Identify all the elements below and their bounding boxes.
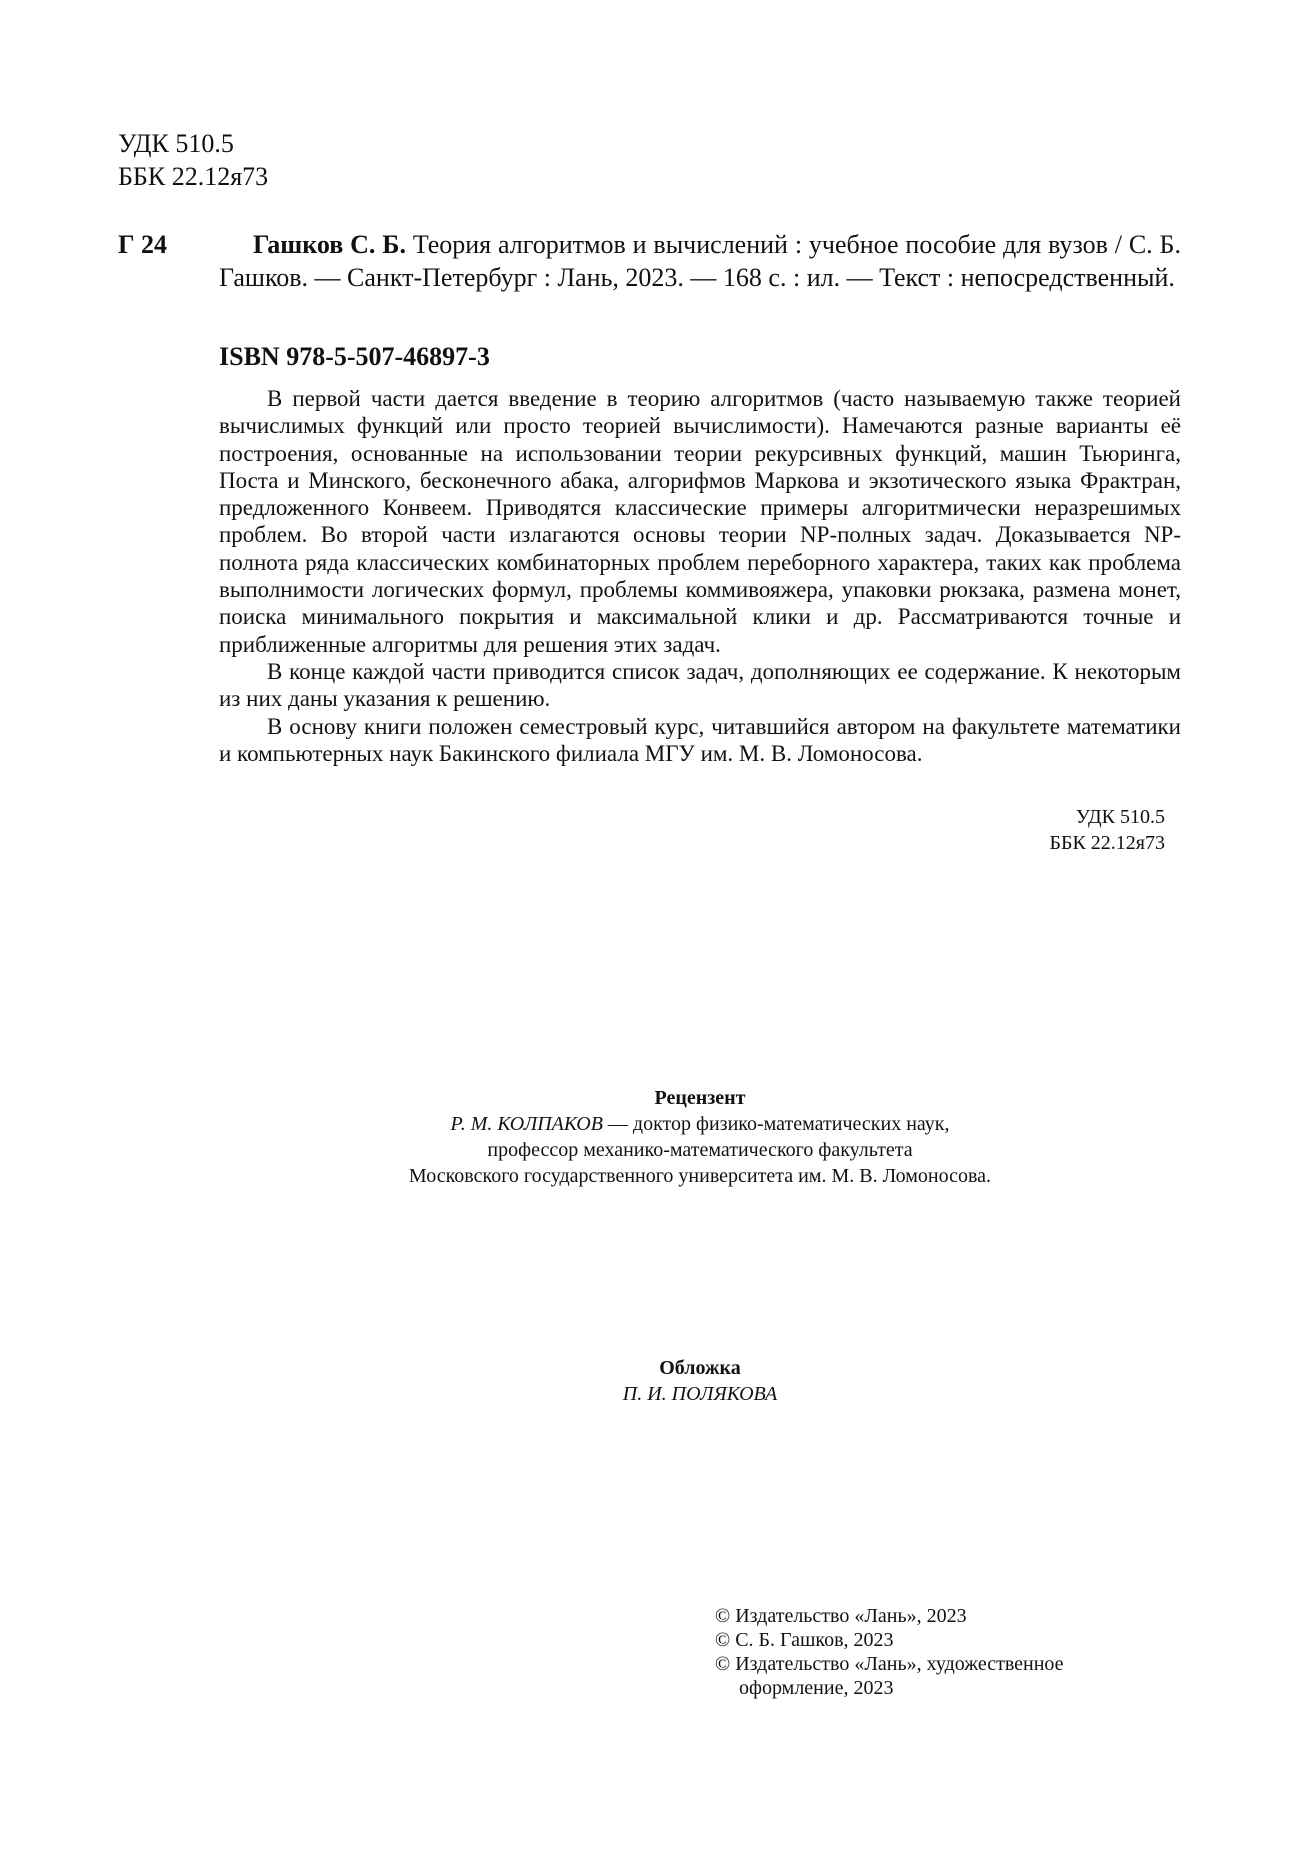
cover-designer: П. И. ПОЛЯКОВА (622, 1383, 778, 1405)
bibliographic-text: Теория алгоритмов и вычислений : учебное пособие для вузов / С. Б. Гашков. — Санкт-Петербург : Лань, 2023. — 168 с. : ил. — Текст : непосредственный. (219, 230, 1181, 292)
annotation-paragraph: В первой части дается введение в теорию алгоритмов (часто называемую также теорией вычислимых функций или просто теорией вычислимости). Намечаются разные варианты её построения, основанные на использовании теории рекурсивных функций, машин Тьюринга, Поста и Минского, бесконечного абака, алгорифмов Маркова и экзотического языка Фрактран, предложенного Конвеем. Приводятся классические примеры алгоритмически неразрешимых проблем. Во второй части излагаются основы теории NP-полных задач. Доказывается NP-полнота ряда классических комбинаторных проблем переборного характера, таких как проблема выполнимости логических формул, проблемы коммивояжера, упаковки рюкзака, размена монет, поиска минимального покрытия и максимальной клики и др. Рассматриваются точные и приближенные алгоритмы для решения этих задач. (219, 386, 1181, 657)
copyright-block (715, 1604, 1155, 1700)
bibliographic-description (219, 228, 1181, 294)
annotation-paragraph: В основу книги положен семестровый курс, читавшийся автором на факультете математики и компьютерных наук Бакинского филиала МГУ им. М. В. Ломоносова. (219, 713, 1181, 766)
copyright-line: © Издательство «Лань», 2023 (715, 1605, 967, 1627)
classification-codes-right (1000, 804, 1165, 856)
udk-code: УДК 510.5 (1075, 806, 1165, 828)
bbk-code: ББК 22.12я73 (118, 162, 269, 191)
udk-code: УДК 510.5 (118, 129, 234, 158)
reviewer-block (250, 1085, 1150, 1189)
bbk-code: ББК 22.12я73 (1049, 832, 1165, 854)
copyright-line: © С. Б. Гашков, 2023 (715, 1629, 894, 1651)
reviewer-affiliation: Московского государственного университета им. М. В. Ломоносова. (408, 1165, 992, 1187)
reviewer-line (250, 1111, 1150, 1137)
reviewer-name: Р. М. КОЛПАКОВ (450, 1113, 603, 1135)
reviewer-heading: Рецензент (654, 1087, 746, 1109)
cover-heading: Обложка (659, 1357, 741, 1379)
annotation (219, 385, 1181, 767)
cover-block (350, 1355, 1050, 1407)
author-mark: Г 24 (118, 230, 168, 259)
reviewer-degree: — доктор физико-математических наук, (602, 1113, 950, 1135)
copyright-line: © Издательство «Лань», художественное оформление, 2023 (715, 1653, 1064, 1699)
annotation-paragraph: В конце каждой части приводится список задач, дополняющих ее содержание. К некоторым из них даны указания к решению. (219, 658, 1181, 712)
isbn: ISBN 978-5-507-46897-3 (219, 342, 490, 371)
author-name: Гашков С. Б. (253, 230, 406, 259)
reviewer-position: профессор механико-математического факультета (487, 1139, 913, 1161)
classification-codes-top (118, 127, 268, 193)
